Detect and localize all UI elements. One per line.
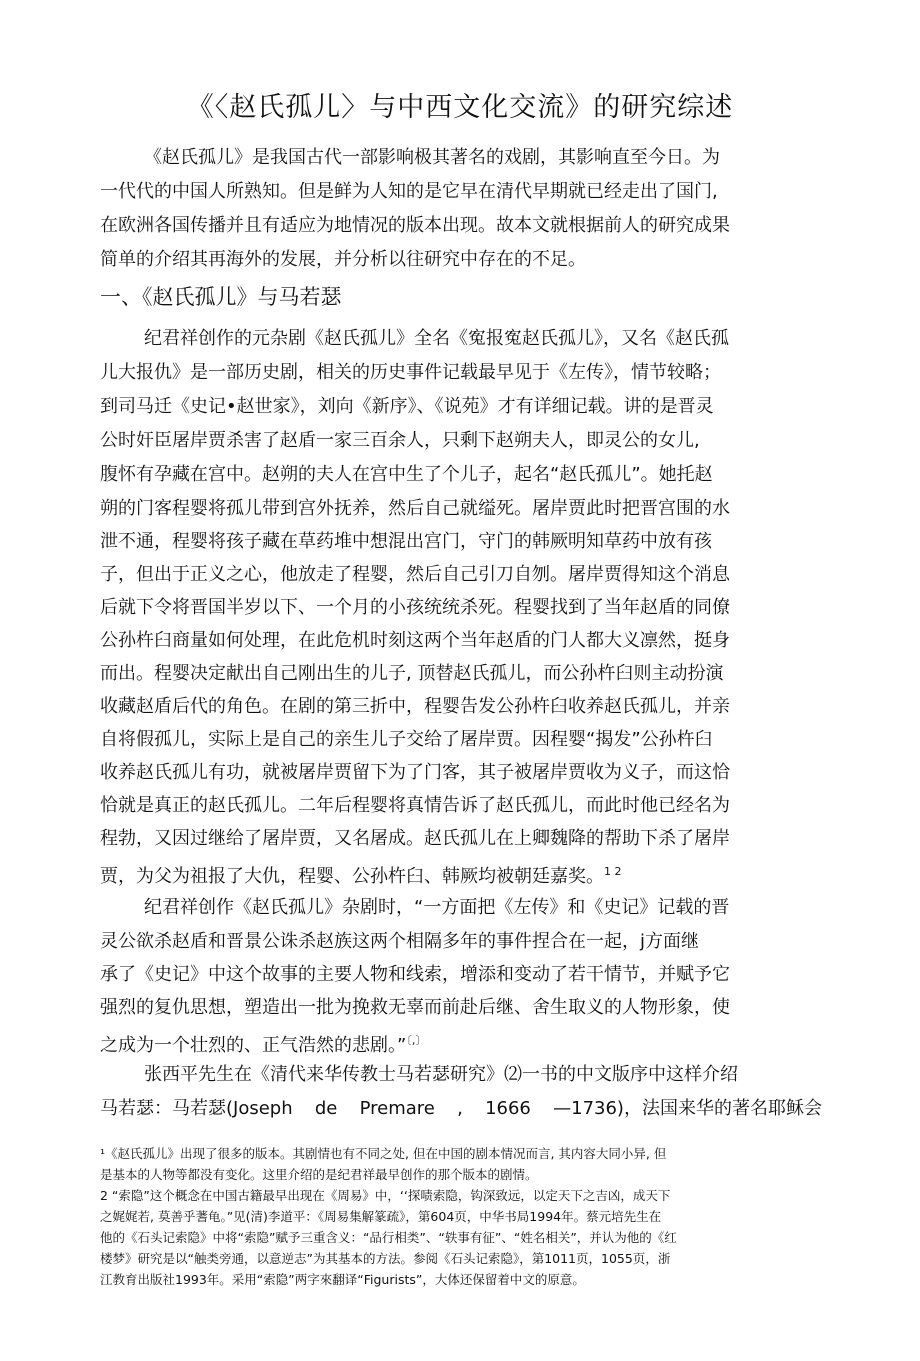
body-line (100, 1029, 426, 1058)
section-heading: 一、《赵氏孤儿》与马若瑟 (100, 285, 342, 309)
footnote-marker: 1 2 (604, 865, 622, 878)
intro-line: 一代代的中国人所熟知。但是鲜为人知的是它早在清代早期就已经走出了国门, (100, 181, 718, 202)
body-line: 收藏赵盾后代的角色。在剧的第三折中，程婴告发公孙杵臼收养赵氏孤儿，并亲 (100, 696, 730, 717)
body-line: 灵公欲杀赵盾和晋景公诛杀赵族这两个相隔多年的事件捏合在一起，j方面继 (100, 931, 699, 952)
body-line: 纪君祥创作《赵氏孤儿》杂剧时，“一方面把《左传》和《史记》记载的晋 (144, 897, 730, 918)
body-line: 公孙杵臼商量如何处理，在此危机时刻这两个当年赵盾的门人都大义凛然，挺身 (100, 630, 730, 651)
body-text: 之成为一个壮烈的、正气浩然的悲剧。” (100, 1035, 407, 1056)
footnote-line: 他的《石头记索隐》中将“索隐”赋予三重含义：“品行相类”、“轶事有征”、“姓名相关”，并认为他的《红 (100, 1230, 677, 1245)
footnote-line: 2 “索隐”这个概念在中国古籍最早出现在《周易》中，‘‘探啧索隐，钩深致远，以定天下之吉凶，成天下 (100, 1188, 671, 1203)
body-line: 自将假孤儿，实际上是自己的亲生儿子交给了屠岸贾。因程婴“揭发”公孙杵臼 (100, 729, 713, 750)
citation-marker: 〔,〕 (406, 1034, 427, 1047)
body-text: 1666 (485, 1098, 531, 1119)
body-line: 后就下令将晋国半岁以下、一个月的小孩统统杀死。程婴找到了当年赵盾的同僚 (100, 597, 730, 618)
body-text: 贾，为父为祖报了大仇，程婴、公孙杵臼、韩厥均被朝廷嘉奖。 (100, 866, 604, 887)
footnote-line: 江教育出版社1993年。采用“索隐”两字來翻译“Figurists”，大体还保留着中文的原意。 (100, 1272, 585, 1287)
footnote-line: 之娓娓若, 莫善乎蓍龟。”见(清)李道平：《周易集解篆疏》，第604页，中华书局1994年。蔡元培先生在 (100, 1209, 662, 1224)
body-line: 承了《史记》中这个故事的主要人物和线索，增添和变动了若干情节，并赋予它 (100, 964, 730, 985)
intro-line: 《赵氏孤儿》是我国古代一部影响极其著名的戏剧，其影响直至今日。为 (144, 147, 720, 168)
intro-line: 在欧洲各国传播并且有适应为地情况的版本出现。故本文就根据前人的研究成果 (100, 215, 730, 236)
body-line: 强烈的复仇思想，塑造出一批为挽救无辜而前赴后继、舍生取义的人物形象，使 (100, 997, 730, 1018)
body-text: Premare (359, 1098, 435, 1119)
body-line: 朔的门客程婴将孤儿带到宫外抚养，然后自己就缢死。屠岸贾此时把晋宫围的水 (100, 498, 730, 519)
body-line: 纪君祥创作的元杂剧《赵氏孤儿》全名《寃报寃赵氏孤儿》，又名《赵氏孤 (144, 328, 729, 349)
body-line (100, 1097, 822, 1121)
body-line (100, 860, 622, 889)
body-text: , (457, 1098, 463, 1119)
body-line: 泄不通，程婴将孩子藏在草药堆中想混出宫门，守门的韩厥明知草药中放有孩 (100, 531, 712, 552)
body-line: 腹怀有孕藏在宫中。赵朔的夫人在宫中生了个儿子，起名“赵氏孤儿”。她托赵 (100, 464, 713, 485)
body-line: 张西平先生在《清代来华传教士马若瑟研究》⑵一书的中文版序中这样介绍 (144, 1064, 738, 1085)
footnote-line: ¹《赵氏孤儿》出现了很多的版本。其剧情也有不同之处, 但在中国的剧本情况而言, 其内容大同小异, 但 (100, 1146, 667, 1161)
page-title: 《〈赵氏孤儿〉与中西文化交流》的研究综述 (186, 92, 734, 123)
footnote-line: 楼梦》研究是以“触类旁通，以意逆志”为其基本的方法。参阅《石头记索隐》，第1011页，1055页，浙 (100, 1251, 671, 1266)
body-line: 收养赵氏孤儿有功，就被屠岸贾留下为了门客，其子被屠岸贾收为义子，而这恰 (100, 762, 730, 783)
body-text: —1736)，法国来华的著名耶稣会 (553, 1098, 822, 1119)
intro-line: 简单的介绍其再海外的发展，并分析以往研究中存在的不足。 (100, 249, 586, 270)
body-line: 程勃，又因过继给了屠岸贾，又名屠成。赵氏孤儿在上卿魏降的帮助下杀了屠岸 (100, 828, 730, 849)
body-line: 子，但出于正义之心，他放走了程婴，然后自己引刀自刎。屠岸贾得知这个消息 (100, 564, 730, 585)
body-line: 恰就是真正的赵氏孤儿。二年后程婴将真情告诉了赵氏孤儿，而此时他已经名为 (100, 795, 730, 816)
body-line: 儿大报仇》是一部历史剧，相关的历史事件记载最早见于《左传》，情节较略； (100, 362, 721, 383)
body-text: de (314, 1098, 338, 1119)
body-line: 而出。程婴决定献出自己刚出生的儿子, 顶替赵氏孤儿，而公孙杵臼则主动扮演 (100, 663, 724, 684)
footnote-line: 是基本的人物等都没有变化。这里介绍的是纪君祥最早创作的那个版本的剧情。 (100, 1167, 538, 1182)
body-line: 公时奸臣屠岸贾杀害了赵盾一家三百余人，只剩下赵朔夫人，即灵公的女儿, (100, 430, 700, 451)
body-text: 马若瑟：马若瑟(Joseph (100, 1098, 293, 1119)
body-line: 到司马迁《史记•赵世家》，刘向《新序》、《说苑》才有详细记载。讲的是晋灵 (100, 396, 714, 417)
